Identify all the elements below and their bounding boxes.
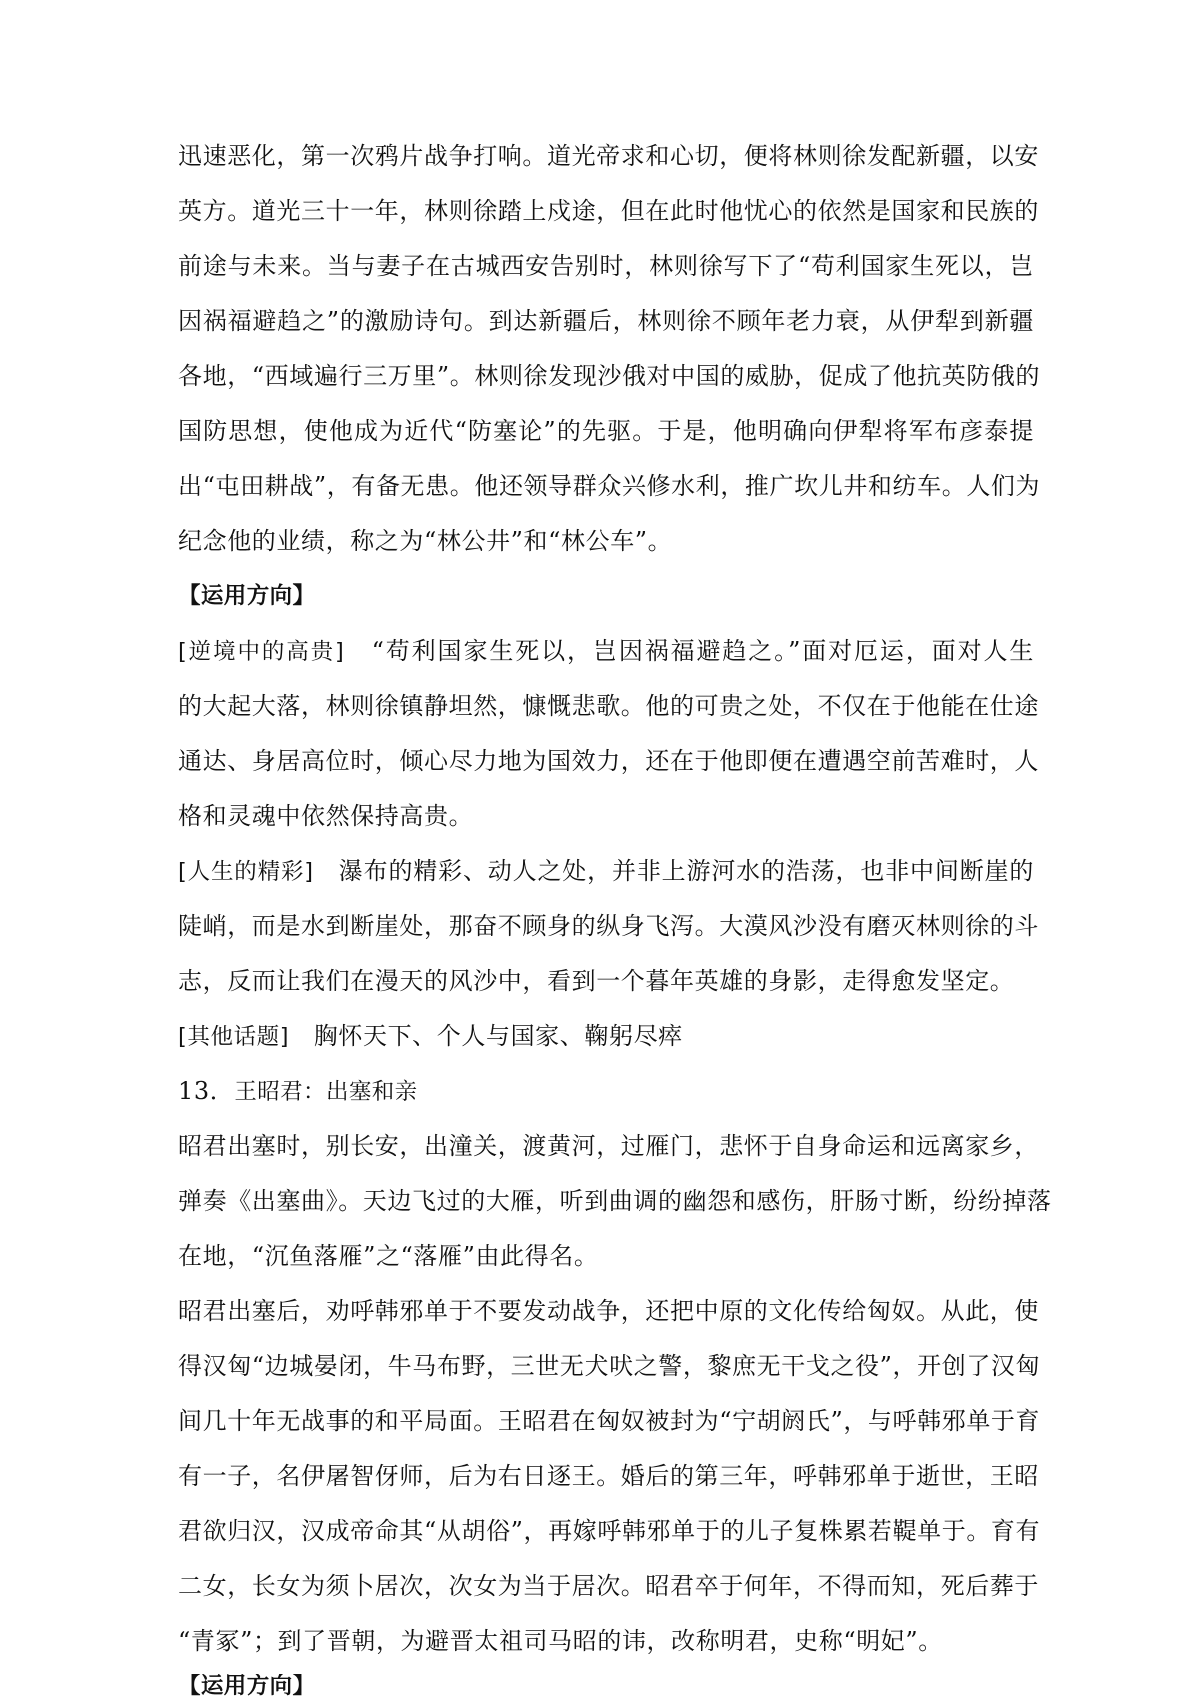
text-line: 通达、身居高位时，倾心尽力地为国效力，还在于他即便在遭遇空前苦难时，人	[178, 747, 1039, 775]
section-number: 13．	[178, 1077, 235, 1105]
usage-tag: [人生的精彩]	[178, 859, 314, 885]
text-line: 因祸福避趋之”的激励诗句。到达新疆后，林则徐不顾年老力衰，从伊犁到新疆	[178, 307, 1034, 335]
usage-text: 瀑布的精彩、动人之处，并非上游河水的浩荡，也非中间断崖的	[313, 857, 1034, 885]
usage-tag: [其他话题]	[178, 1024, 290, 1050]
text-line: 迅速恶化，第一次鸦片战争打响。道光帝求和心切，便将林则徐发配新疆，以安	[178, 142, 1039, 170]
text-line: 的大起大落，林则徐镇静坦然，慷慨悲歌。他的可贵之处，不仅在于他能在仕途	[178, 692, 1039, 720]
text-line: 出“屯田耕战”，有备无患。他还领导群众兴修水利，推广坎儿井和纺车。人们为	[178, 472, 1041, 500]
text-line: 各地，“西域遍行三万里”。林则徐发现沙俄对中国的威胁，促成了他抗英防俄的	[178, 362, 1041, 390]
text-line: 昭君出塞时，别长安，出潼关，渡黄河，过雁门，悲怀于自身命运和远离家乡，	[178, 1132, 1039, 1160]
text-line: 陡峭，而是水到断崖处，那奋不顾身的纵身飞泻。大漠风沙没有磨灭林则徐的斗	[178, 912, 1039, 940]
text-line: 纪念他的业绩，称之为“林公井”和“林公车”。	[178, 527, 673, 555]
text-line: 弹奏《出塞曲》。天边飞过的大雁，听到曲调的幽怨和感伤，肝肠寸断，纷纷掉落	[178, 1187, 1052, 1215]
text-line: “青冢”；到了晋朝，为避晋太祖司马昭的讳，改称明君，史称“明妃”。	[178, 1627, 943, 1655]
text-line: 有一子，名伊屠智伢师，后为右日逐王。婚后的第三年，呼韩邪单于逝世，王昭	[178, 1462, 1039, 1490]
usage-heading: 【运用方向】	[178, 583, 316, 609]
section-title: 王昭君：出塞和亲	[234, 1079, 418, 1105]
usage-first-line	[178, 629, 1034, 673]
usage-text: 胸怀天下、个人与国家、鞠躬尽瘁	[289, 1022, 683, 1050]
text-line: 志，反而让我们在漫天的风沙中，看到一个暮年英雄的身影，走得愈发坚定。	[178, 967, 1015, 995]
text-line: 国防思想，使他成为近代“防塞论”的先驱。于是，他明确向伊犁将军布彦泰提	[178, 417, 1034, 445]
usage-heading: 【运用方向】	[178, 1674, 316, 1698]
text-line: 君欲归汉，汉成帝命其“从胡俗”，再嫁呼韩邪单于的儿子复株累若鞮单于。育有	[178, 1517, 1041, 1545]
text-line: 间几十年无战事的和平局面。王昭君在匈奴被封为“宁胡阏氏”，与呼韩邪单于育	[178, 1407, 1041, 1435]
text-line: 格和灵魂中依然保持高贵。	[178, 802, 474, 830]
usage-tag: [逆境中的高贵]	[178, 639, 345, 665]
usage-first-line	[178, 849, 1034, 893]
usage-text: “苟利国家生死以，岂因祸福避趋之。”面对厄运，面对人生	[344, 637, 1034, 665]
text-line: 昭君出塞后，劝呼韩邪单于不要发动战争，还把中原的文化传给匈奴。从此，使	[178, 1297, 1039, 1325]
section-heading	[178, 1069, 1034, 1113]
usage-item	[178, 1014, 1034, 1058]
text-line: 英方。道光三十一年，林则徐踏上戍途，但在此时他忧心的依然是国家和民族的	[178, 197, 1039, 225]
text-line: 前途与未来。当与妻子在古城西安告别时，林则徐写下了“苟利国家生死以，岂	[178, 252, 1034, 280]
text-line: 得汉匈“边城晏闭，牛马布野，三世无犬吠之警，黎庶无干戈之役”，开创了汉匈	[178, 1352, 1041, 1380]
text-line: 二女，长女为须卜居次，次女为当于居次。昭君卒于何年，不得而知，死后葬于	[178, 1572, 1039, 1600]
text-line: 在地，“沉鱼落雁”之“落雁”由此得名。	[178, 1242, 599, 1270]
